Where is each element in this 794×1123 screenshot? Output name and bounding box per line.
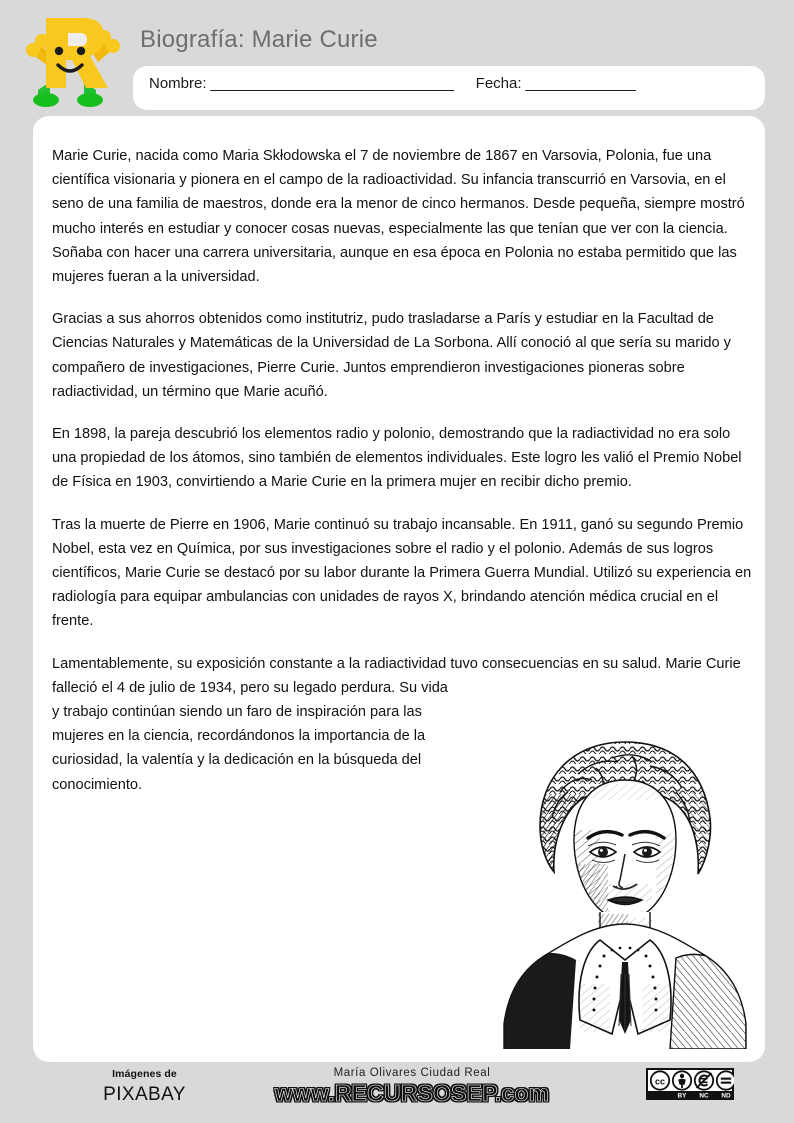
name-label: Nombre: [149, 75, 207, 92]
cc-term-by: BY [677, 1092, 687, 1100]
paragraph: Tras la muerte de Pierre en 1906, Marie continuó su trabajo incansable. En 1911, ganó su segundo Premio Nobel, esta vez en Química, por sus investigaciones sobre el radio y el polonio. Además de sus logros científicos, Marie Curie se destacó por su labor durante la Primera Guerra Mundial. Utilizó su experiencia en radiología para equipar ambulancias con unidades de rayos X, brindando atención médica crucial en el frente. [52, 516, 752, 630]
svg-text:cc: cc [654, 1076, 666, 1087]
paragraph: Lamentablemente, su exposición constante a la radiactividad tuvo consecuencias en su salud. Marie Curie falleció el 4 de julio de 1934, pero su legado perdura. Su vida y trabajo continúan siendo un faro de inspiración para las mujeres en la ciencia, recordándonos la importancia de la curiosidad, la valentía y la dedicación en la búsqueda del conocimiento. [52, 652, 752, 797]
student-info-bar [133, 66, 765, 110]
paragraph: En 1898, la pareja descubrió los elementos radio y polonio, demostrando que la radiactividad no era solo una propiedad de los átomos, sino también de elementos individuales. Este logro les valió el Premio Nobel de Física en 1903, convirtiendo a Marie Curie en la primera mujer en recibir dicho premio. [52, 426, 742, 491]
pixabay-wordmark: PIXABAY [103, 1084, 186, 1105]
site-credit [247, 1067, 577, 1107]
recursosep-r-mascot-icon [18, 8, 130, 113]
marie-curie-portrait-engraving [500, 734, 750, 1049]
cc-term-nc: NC [699, 1092, 709, 1100]
name-input-blank[interactable]: _______________________________ [210, 75, 454, 92]
pixabay-caption: Imágenes de [112, 1068, 177, 1080]
recursosep-site-url[interactable]: www.RECURSOSEP.com [274, 1080, 550, 1106]
cc-term-nd: ND [721, 1092, 731, 1100]
pixabay-credit [62, 1068, 227, 1106]
creative-commons-badge-icon[interactable] [646, 1068, 734, 1100]
page-header [0, 0, 794, 115]
paragraph: Gracias a sus ahorros obtenidos como institutriz, pudo trasladarse a París y estudiar en la Facultad de Ciencias Naturales y Matemáticas de la Universidad de La Sorbona. Allí conoció al que sería su marido y compañero de investigaciones, Pierre Curie. Juntos emprendieron investigaciones pioneras sobre radiactividad, un término que Marie acuñó. [52, 311, 731, 400]
author-name: María Olivares Ciudad Real [333, 1067, 491, 1079]
page-title: Biografía: Marie Curie [140, 26, 378, 53]
date-label: Fecha: [475, 75, 522, 92]
date-input-blank[interactable]: ______________ [525, 75, 636, 92]
paragraph: Marie Curie, nacida como Maria Skłodowska el 7 de noviembre de 1867 en Varsovia, Polonia, fue una científica visionaria y pionera en el campo de la radioactividad. Su infancia transcurrió en Varsovia, en el seno de una familia de maestros, donde era la menor de cinco hermanos. Desde pequeña, siempre mostró mucho interés en estudiar y conocer cosas nuevas, especialmente las que tenían que ver con la ciencia. Soñaba con hacer una carrera universitaria, aunque en esa época en Polonia no estaba permitido que las mujeres fueran a la universidad. [52, 148, 745, 286]
biography-content-card [33, 116, 765, 1062]
